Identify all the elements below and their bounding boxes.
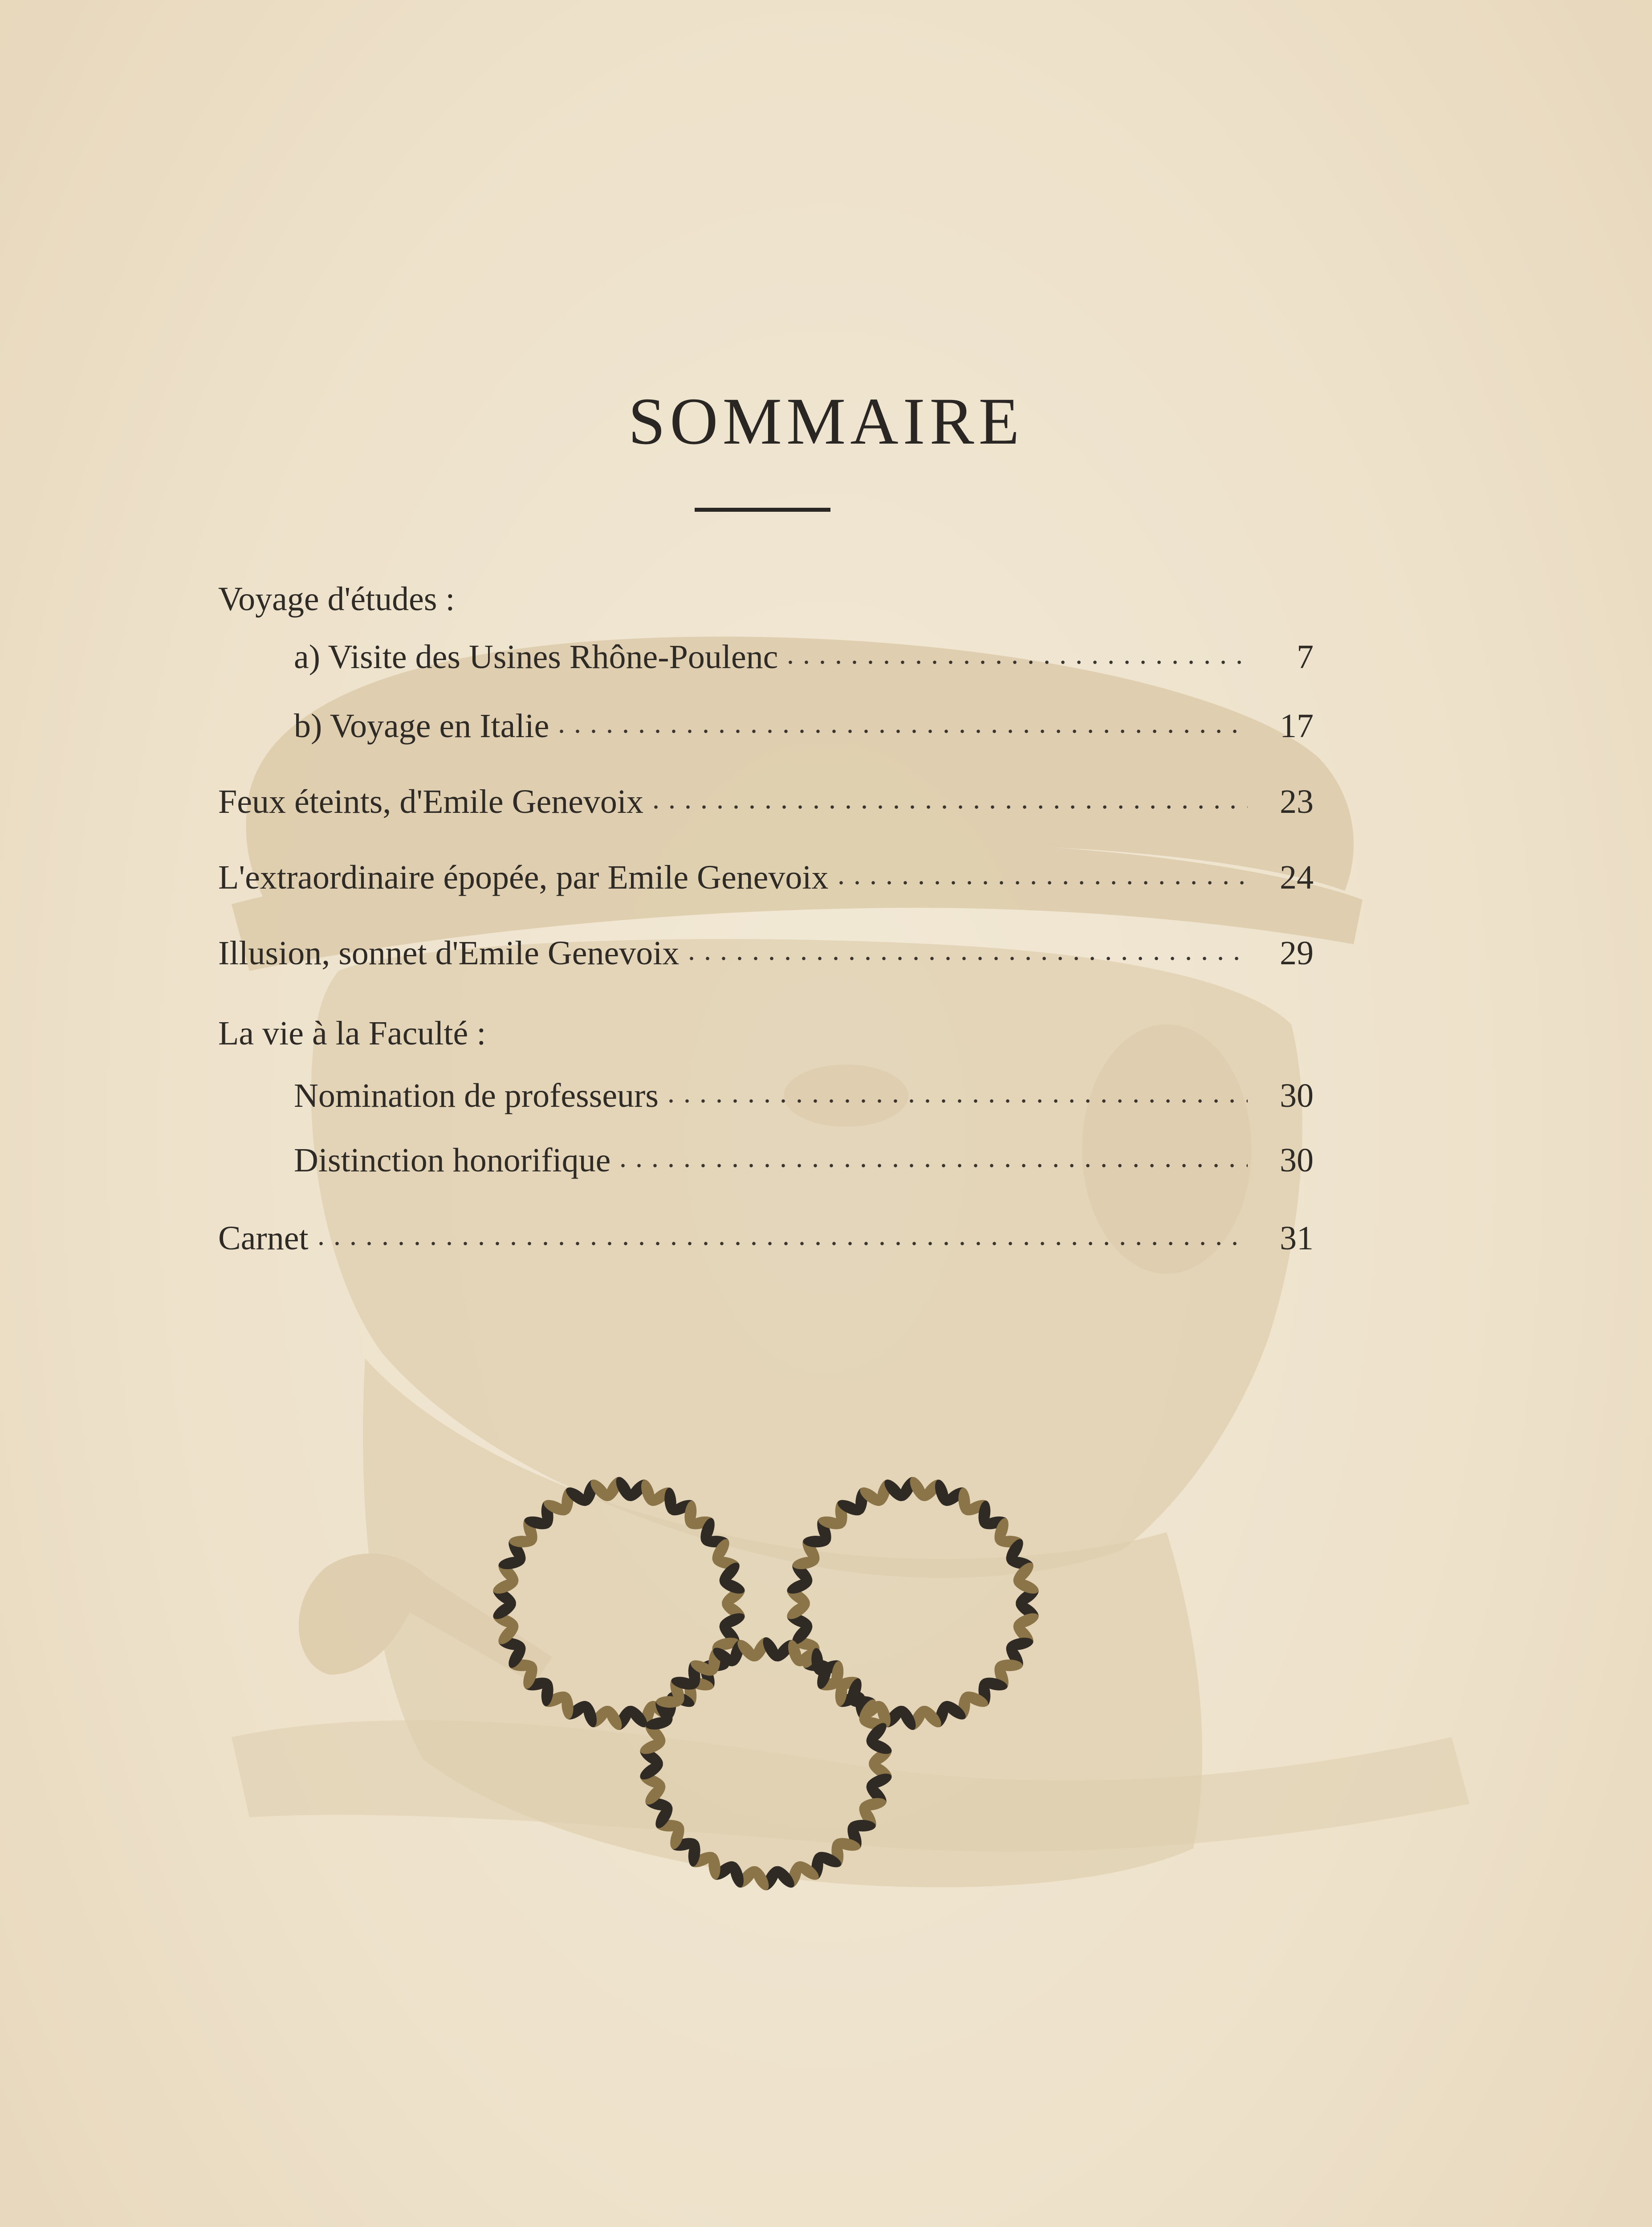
dot-leader — [648, 805, 1248, 809]
toc-entry-label: L'extraordinaire épopée, par Emile Genevoix — [218, 859, 829, 896]
dot-leader — [782, 660, 1248, 665]
toc-entry-carnet[interactable] — [218, 1214, 1314, 1263]
toc-entry-page: 23 — [1280, 783, 1314, 820]
page-title: SOMMAIRE — [628, 384, 1024, 458]
toc-entry-nomination[interactable] — [294, 1071, 1314, 1120]
toc-entry-feux[interactable] — [218, 777, 1314, 826]
toc-entry-label: Nomination de professeurs — [294, 1077, 659, 1114]
toc-entry-illusion[interactable] — [218, 929, 1314, 978]
toc-section-faculte: La vie à la Faculté : — [218, 1015, 486, 1052]
dot-leader — [615, 1163, 1248, 1168]
toc-entry-rhone[interactable] — [294, 632, 1314, 681]
toc-entry-page: 24 — [1280, 859, 1314, 896]
dot-leader — [833, 881, 1248, 885]
toc-entry-label: b) Voyage en Italie — [294, 707, 549, 745]
toc-entry-italie[interactable] — [294, 702, 1314, 750]
dot-leader — [313, 1241, 1248, 1246]
toc-entry-page: 30 — [1280, 1142, 1314, 1179]
toc-entry-label: Carnet — [218, 1220, 309, 1257]
dot-leader — [684, 956, 1248, 961]
toc-entry-label: Feux éteints, d'Emile Genevoix — [218, 783, 644, 820]
toc-entry-label: Illusion, sonnet d'Emile Genevoix — [218, 934, 680, 972]
toc-entry-page: 29 — [1280, 934, 1314, 972]
toc-entry-page: 17 — [1280, 707, 1314, 745]
dot-leader — [663, 1099, 1248, 1103]
dot-leader — [553, 729, 1248, 734]
laurel-wreath-heart-icon — [472, 1456, 1060, 1902]
toc-entry-page: 7 — [1297, 638, 1314, 676]
toc-section-voyage: Voyage d'études : — [218, 580, 455, 618]
toc-entry-page: 30 — [1280, 1077, 1314, 1114]
toc-entry-label: Distinction honorifique — [294, 1142, 611, 1179]
toc-entry-page: 31 — [1280, 1220, 1314, 1257]
toc-entry-epopee[interactable] — [218, 853, 1314, 902]
toc-entry-distinction[interactable] — [294, 1136, 1314, 1185]
toc-entry-label: a) Visite des Usines Rhône-Poulenc — [294, 638, 778, 676]
